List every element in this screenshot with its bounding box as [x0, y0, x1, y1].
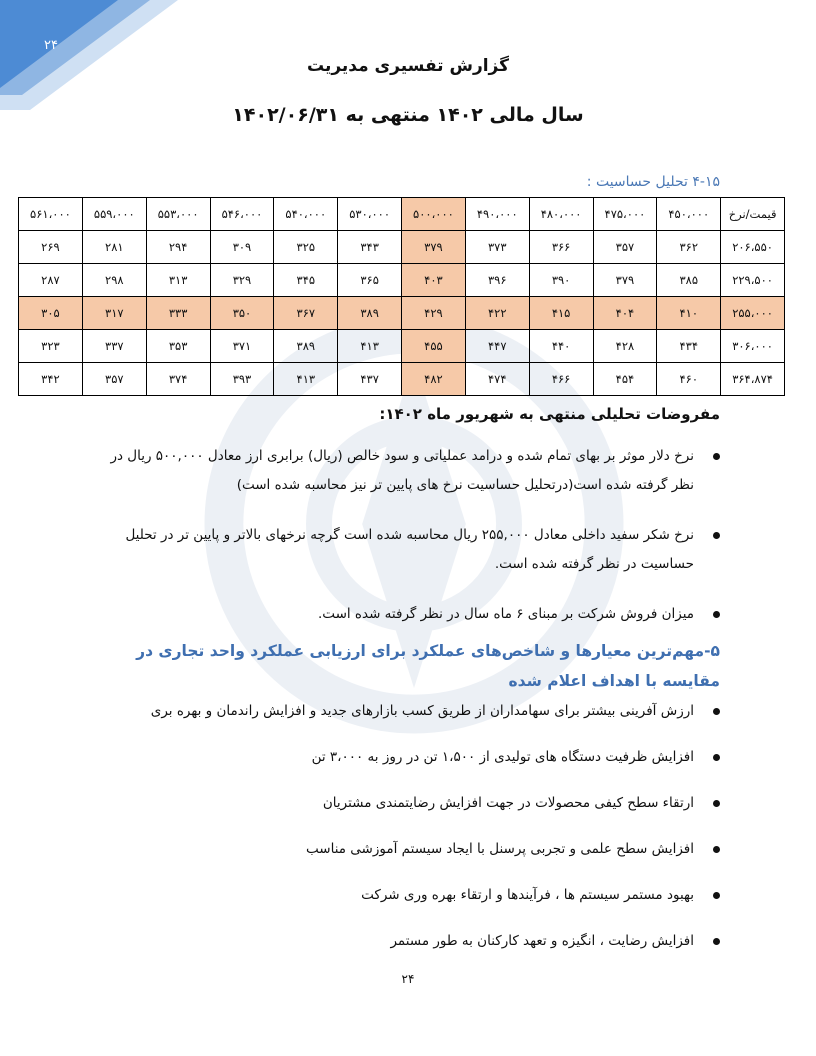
table-cell: ۳۱۳	[146, 264, 210, 297]
list-item-text: نرخ دلار موثر بر بهای تمام شده و درامد عملیاتی و سود خالص (ریال) برابری ارز معادل ۵۰۰,۰۰۰ ریال در نظر گرفته شده است(درتحلیل حساسیت نرخ های پایین تر نیز محاسبه شده است)	[110, 448, 694, 493]
list-item-text: افزایش ظرفیت دستگاه های تولیدی از ۱،۵۰۰ تن در روز به ۳،۰۰۰ تن	[311, 749, 694, 765]
table-cell: ۴۱۰	[657, 297, 721, 330]
table-cell: ۴۹۰،۰۰۰	[465, 198, 529, 231]
table-cell: ۳۴۳	[338, 231, 402, 264]
list-item-text: ارزش آفرینی بیشتر برای سهامداران از طریق کسب بازارهای جدید و افزایش راندمان و بهره بری	[150, 703, 694, 719]
assumptions-list	[110, 442, 720, 650]
table-cell: ۳۵۷	[82, 363, 146, 396]
list-item-text: نرخ شکر سفید داخلی معادل ۲۵۵,۰۰۰ ریال محاسبه شده است گرچه نرخهای بالاتر و پایین تر در تحلیل حساسیت در نظر گرفته شده است.	[125, 527, 694, 572]
table-cell: ۳۹۳	[210, 363, 274, 396]
list-item-text: بهبود مستمر سیستم ها ، فرآیندها و ارتقاء بهره وری شرکت	[361, 887, 694, 903]
list-item-text: افزایش رضایت ، انگیزه و تعهد کارکنان به طور مستمر	[390, 933, 694, 949]
table-cell: ۲۹۴	[146, 231, 210, 264]
table-cell: ۵۵۳،۰۰۰	[146, 198, 210, 231]
table-cell: ۴۳۷	[338, 363, 402, 396]
page-number-bottom: ۲۴	[401, 972, 415, 986]
table-cell: ۳۵۳	[146, 330, 210, 363]
table-cell: ۳۸۵	[657, 264, 721, 297]
list-item	[110, 743, 720, 772]
list-item-text: ارتقاء سطح کیفی محصولات در جهت افزایش رضایتمندی مشتریان	[322, 795, 694, 811]
table-cell: ۳۸۹	[338, 297, 402, 330]
table-cell: ۴۵۰،۰۰۰	[657, 198, 721, 231]
table-cell: قیمت/نرخ	[721, 198, 785, 231]
sensitivity-caption: ۴-۱۵ تحلیل حساسیت :	[586, 174, 720, 190]
table-cell: ۴۵۵	[402, 330, 466, 363]
table-cell: ۳۹۰	[529, 264, 593, 297]
bullet-icon	[713, 611, 720, 618]
table-row-highlighted	[19, 297, 785, 330]
table-cell: ۴۰۳	[402, 264, 466, 297]
table-cell: ۳۹۶	[465, 264, 529, 297]
bullet-icon	[713, 892, 720, 899]
table-cell: ۳۶۴،۸۷۴	[721, 363, 785, 396]
table-cell: ۴۷۵،۰۰۰	[593, 198, 657, 231]
table-cell: ۴۸۲	[402, 363, 466, 396]
table-cell: ۳۶۶	[529, 231, 593, 264]
table-cell: ۴۴۰	[529, 330, 593, 363]
performance-indicators-list	[110, 697, 720, 973]
page-number-top: ۲۴	[44, 38, 58, 53]
report-title: گزارش تفسیری مدیریت	[306, 56, 510, 76]
list-item	[110, 881, 720, 910]
table-cell: ۲۵۵،۰۰۰	[721, 297, 785, 330]
table-cell: ۴۶۶	[529, 363, 593, 396]
table-cell: ۳۰۶،۰۰۰	[721, 330, 785, 363]
bullet-icon	[713, 453, 720, 460]
table-cell: ۴۲۹	[402, 297, 466, 330]
table-row	[19, 231, 785, 264]
list-item	[110, 697, 720, 726]
table-cell: ۲۶۹	[19, 231, 83, 264]
table-cell: ۳۰۹	[210, 231, 274, 264]
table-cell: ۳۸۹	[274, 330, 338, 363]
table-cell: ۲۸۱	[82, 231, 146, 264]
table-cell: ۳۷۹	[402, 231, 466, 264]
table-cell: ۳۴۲	[19, 363, 83, 396]
table-cell: ۵۰۰،۰۰۰	[402, 198, 466, 231]
table-row	[19, 363, 785, 396]
table-cell: ۴۵۴	[593, 363, 657, 396]
table-cell: ۴۸۰،۰۰۰	[529, 198, 593, 231]
list-item	[110, 789, 720, 818]
table-header-row	[19, 198, 785, 231]
table-cell: ۳۱۷	[82, 297, 146, 330]
table-cell: ۳۷۴	[146, 363, 210, 396]
list-item	[110, 442, 720, 500]
bullet-icon	[713, 800, 720, 807]
table-cell: ۳۳۳	[146, 297, 210, 330]
table-cell: ۵۳۰،۰۰۰	[338, 198, 402, 231]
list-item-text: افزایش سطح علمی و تجربی پرسنل با ایجاد سیستم آموزشی مناسب	[306, 841, 694, 857]
table-cell: ۲۹۸	[82, 264, 146, 297]
table-cell: ۳۵۰	[210, 297, 274, 330]
section-5-heading: ۵-مهم‌ترین معیارها و شاخص‌های عملکرد برای ارزیابی عملکرد واحد تجاری در مقایسه با اهداف اعلام شده	[136, 642, 720, 690]
table-row	[19, 264, 785, 297]
table-cell: ۴۶۰	[657, 363, 721, 396]
report-subtitle: سال مالی ۱۴۰۲ منتهی به ۱۴۰۲/۰۶/۳۱	[232, 104, 584, 126]
table-cell: ۳۶۷	[274, 297, 338, 330]
table-cell: ۴۰۴	[593, 297, 657, 330]
table-cell: ۳۲۳	[19, 330, 83, 363]
table-cell: ۲۸۷	[19, 264, 83, 297]
bullet-icon	[713, 532, 720, 539]
table-cell: ۴۱۳	[338, 330, 402, 363]
table-cell: ۳۷۹	[593, 264, 657, 297]
table-cell: ۵۴۶،۰۰۰	[210, 198, 274, 231]
table-cell: ۳۵۷	[593, 231, 657, 264]
table-cell: ۴۳۴	[657, 330, 721, 363]
table-cell: ۳۲۹	[210, 264, 274, 297]
table-cell: ۵۵۹،۰۰۰	[82, 198, 146, 231]
table-cell: ۳۶۵	[338, 264, 402, 297]
sensitivity-table	[18, 197, 785, 396]
table-cell: ۳۴۵	[274, 264, 338, 297]
table-cell: ۲۰۶،۵۵۰	[721, 231, 785, 264]
bullet-icon	[713, 708, 720, 715]
table-cell: ۳۳۷	[82, 330, 146, 363]
list-item-text: میزان فروش شرکت بر مبنای ۶ ماه سال در نظر گرفته شده است.	[318, 606, 694, 622]
list-item	[110, 835, 720, 864]
table-cell: ۴۱۵	[529, 297, 593, 330]
table-cell: ۳۰۵	[19, 297, 83, 330]
table-cell: ۳۶۲	[657, 231, 721, 264]
table-cell: ۴۴۷	[465, 330, 529, 363]
table-cell: ۴۷۴	[465, 363, 529, 396]
table-cell: ۴۲۲	[465, 297, 529, 330]
list-item	[110, 521, 720, 579]
table-cell: ۳۲۵	[274, 231, 338, 264]
bullet-icon	[713, 754, 720, 761]
assumptions-heading: مفروضات تحلیلی منتهی به شهریور ماه ۱۴۰۲:	[379, 405, 720, 423]
list-item	[110, 927, 720, 956]
table-cell: ۲۲۹،۵۰۰	[721, 264, 785, 297]
list-item	[110, 600, 720, 629]
table-cell: ۳۷۱	[210, 330, 274, 363]
table-row	[19, 330, 785, 363]
table-cell: ۴۱۳	[274, 363, 338, 396]
bullet-icon	[713, 938, 720, 945]
table-cell: ۵۶۱،۰۰۰	[19, 198, 83, 231]
table-cell: ۵۴۰،۰۰۰	[274, 198, 338, 231]
bullet-icon	[713, 846, 720, 853]
corner-decoration	[0, 0, 190, 110]
table-cell: ۴۲۸	[593, 330, 657, 363]
table-cell: ۳۷۳	[465, 231, 529, 264]
